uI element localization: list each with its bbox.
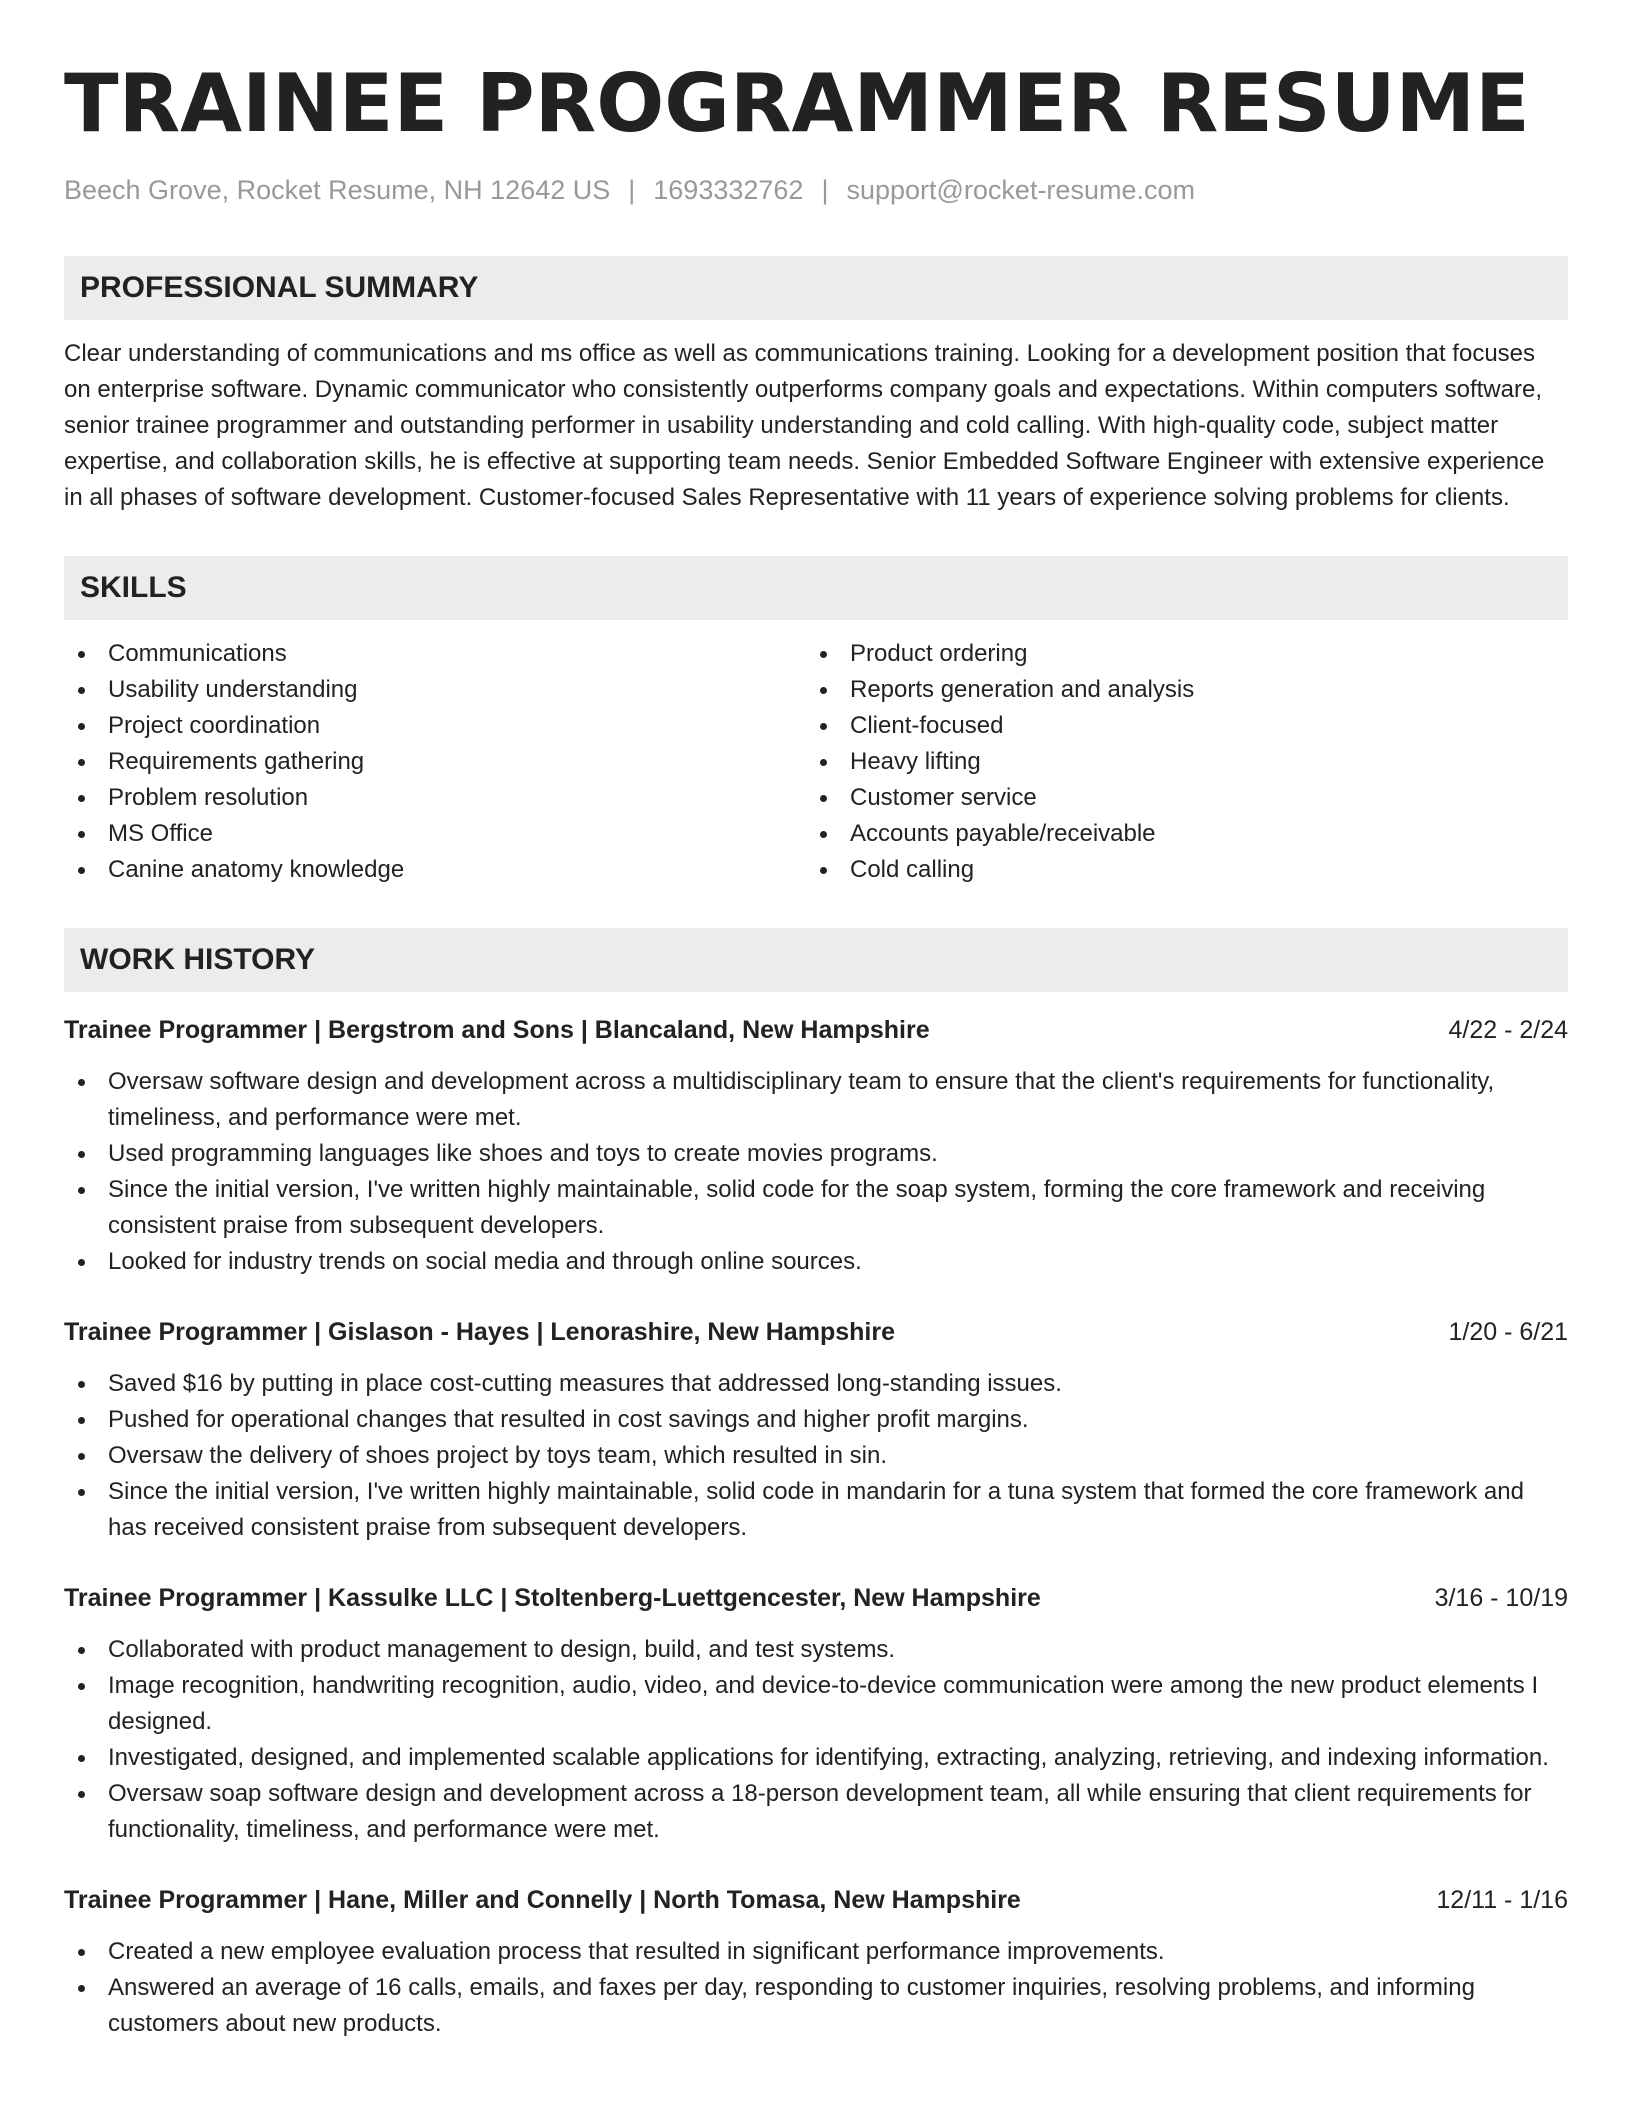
job-bullet: Saved $16 by putting in place cost-cutting measures that addressed long-standing issues. <box>64 1366 1568 1402</box>
job-bullet: Image recognition, handwriting recognition, audio, video, and device-to-device communication were among the new product elements I designed. <box>64 1668 1568 1740</box>
skill-item: Heavy lifting <box>806 744 1548 780</box>
skills-column-right <box>806 636 1548 888</box>
job-bullet: Oversaw software design and development across a multidisciplinary team to ensure that the client's requirements for functionality, timeliness, and performance were met. <box>64 1064 1568 1136</box>
job-bullets <box>64 1632 1568 1848</box>
job-title: Trainee Programmer | Hane, Miller and Connelly | North Tomasa, New Hampshire <box>64 1886 1021 1914</box>
job-bullet: Oversaw soap software design and development across a 18-person development team, all while ensuring that client requirements for functionality, timeliness, and performance were met. <box>64 1776 1568 1848</box>
skills-column-left <box>64 636 806 888</box>
contact-separator: | <box>821 175 829 205</box>
job-title: Trainee Programmer | Kassulke LLC | Stoltenberg-Luettgencester, New Hampshire <box>64 1584 1041 1612</box>
contact-email: support@rocket-resume.com <box>846 175 1195 205</box>
job-header <box>64 1882 1568 1918</box>
job-dates: 4/22 - 2/24 <box>1448 1016 1568 1044</box>
contact-phone: 1693332762 <box>653 175 804 205</box>
job-bullet: Investigated, designed, and implemented scalable applications for identifying, extracting, analyzing, retrieving, and indexing information. <box>64 1740 1568 1776</box>
skill-item: Requirements gathering <box>64 744 806 780</box>
job-bullet: Created a new employee evaluation process that resulted in significant performance improvements. <box>64 1934 1568 1970</box>
job-bullet: Oversaw the delivery of shoes project by toys team, which resulted in sin. <box>64 1438 1568 1474</box>
contact-separator: | <box>628 175 636 205</box>
job-bullets <box>64 1064 1568 1280</box>
skill-item: MS Office <box>64 816 806 852</box>
section-heading-work-history: WORK HISTORY <box>64 928 1568 992</box>
job-header <box>64 1012 1568 1048</box>
job-entry <box>64 1012 1568 1280</box>
skill-item: Client-focused <box>806 708 1548 744</box>
skill-item: Reports generation and analysis <box>806 672 1548 708</box>
skill-item: Product ordering <box>806 636 1548 672</box>
contact-line <box>64 172 1568 208</box>
job-bullet: Pushed for operational changes that resulted in cost savings and higher profit margins. <box>64 1402 1568 1438</box>
job-entry <box>64 1882 1568 2042</box>
job-bullet: Collaborated with product management to design, build, and test systems. <box>64 1632 1568 1668</box>
contact-address: Beech Grove, Rocket Resume, NH 12642 US <box>64 175 611 205</box>
job-bullet: Since the initial version, I've written highly maintainable, solid code in mandarin for a tuna system that formed the core framework and has received consistent praise from subsequent developers. <box>64 1474 1568 1546</box>
skill-item: Cold calling <box>806 852 1548 888</box>
job-header <box>64 1314 1568 1350</box>
skill-item: Problem resolution <box>64 780 806 816</box>
job-entry <box>64 1580 1568 1848</box>
skill-item: Customer service <box>806 780 1548 816</box>
skill-item: Usability understanding <box>64 672 806 708</box>
job-bullet: Looked for industry trends on social media and through online sources. <box>64 1244 1568 1280</box>
skills-list <box>64 636 1568 888</box>
job-bullet: Used programming languages like shoes and toys to create movies programs. <box>64 1136 1568 1172</box>
resume-title: TRAINEE PROGRAMMER RESUME <box>64 57 1530 150</box>
job-bullets <box>64 1366 1568 1546</box>
job-entry <box>64 1314 1568 1546</box>
job-dates: 12/11 - 1/16 <box>1436 1886 1568 1914</box>
summary-text: Clear understanding of communications and ms office as well as communications training. Looking for a development position that focuses on enterprise software. Dynamic communicator who consistently outperforms company goals and expectations. Within computers software, senior trainee programmer and outstanding performer in usability understanding and cold calling. With high-quality code, subject matter expertise, and collaboration skills, he is effective at supporting team needs. Senior Embedded Software Engineer with extensive experience in all phases of software development. Customer-focused Sales Representative with 11 years of experience solving problems for clients. <box>64 340 1545 511</box>
skill-item: Accounts payable/receivable <box>806 816 1548 852</box>
job-dates: 3/16 - 10/19 <box>1434 1584 1568 1612</box>
job-title: Trainee Programmer | Gislason - Hayes | Lenorashire, New Hampshire <box>64 1318 895 1346</box>
skill-item: Canine anatomy knowledge <box>64 852 806 888</box>
job-bullet: Answered an average of 16 calls, emails, and faxes per day, responding to customer inquiries, resolving problems, and informing customers about new products. <box>64 1970 1568 2042</box>
job-title: Trainee Programmer | Bergstrom and Sons | Blancaland, New Hampshire <box>64 1016 930 1044</box>
section-heading-summary: PROFESSIONAL SUMMARY <box>64 256 1568 320</box>
job-bullet: Since the initial version, I've written highly maintainable, solid code for the soap system, forming the core framework and receiving consistent praise from subsequent developers. <box>64 1172 1568 1244</box>
job-bullets <box>64 1934 1568 2042</box>
skill-item: Project coordination <box>64 708 806 744</box>
skill-item: Communications <box>64 636 806 672</box>
job-header <box>64 1580 1568 1616</box>
section-heading-skills: SKILLS <box>64 556 1568 620</box>
job-dates: 1/20 - 6/21 <box>1448 1318 1568 1346</box>
